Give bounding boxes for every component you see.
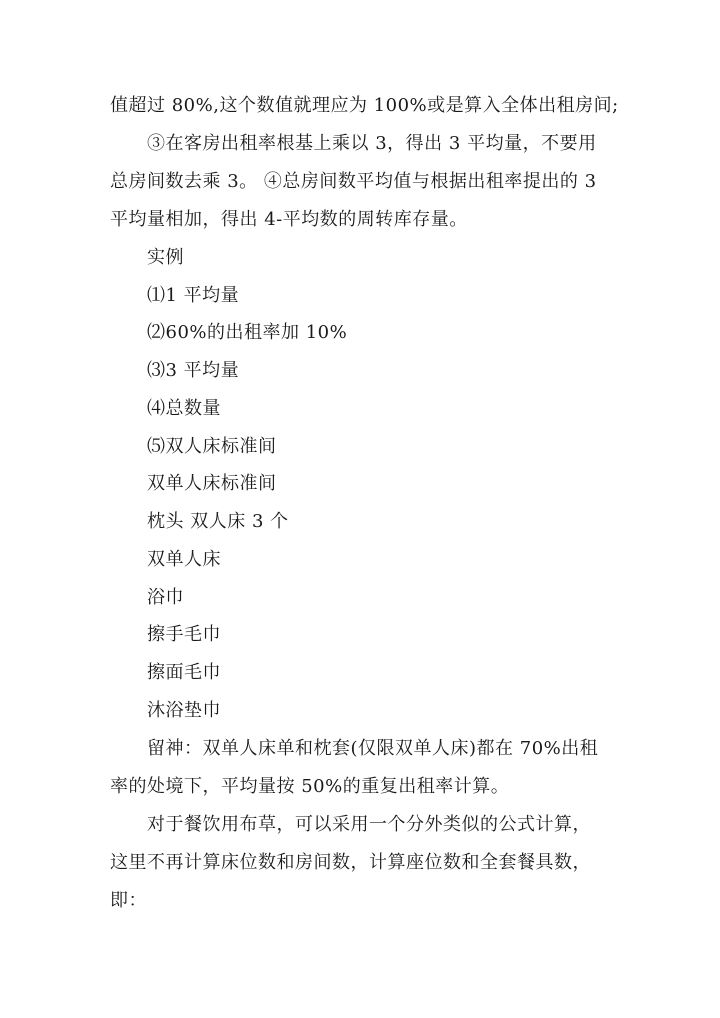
text-line: 总房间数去乘 3。 ④总房间数平均值与根据出租率提出的 3 bbox=[110, 171, 597, 192]
text-line: 率的处境下，平均量按 50%的重复出租率计算。 bbox=[110, 776, 510, 797]
list-item: 枕头 双人床 3 个 bbox=[147, 511, 289, 532]
list-item: ⑷总数量 bbox=[147, 398, 221, 419]
list-item: ⑴1 平均量 bbox=[147, 285, 240, 306]
list-item: 双单人床标准间 bbox=[147, 473, 277, 494]
list-item: 擦手毛巾 bbox=[147, 624, 221, 645]
text-line: ③在客房出租率根基上乘以 3，得出 3 平均量，不要用 bbox=[147, 133, 597, 154]
text-line: 这里不再计算床位数和房间数，计算座位数和全套餐具数， bbox=[110, 852, 591, 873]
text-line: 值超过 80%,这个数值就理应为 100%或是算入全体出租房间; bbox=[110, 95, 619, 116]
text-line: 对于餐饮用布草，可以采用一个分外类似的公式计算， bbox=[147, 814, 591, 835]
text-line: 留神：双单人床单和枕套(仅限双单人床)都在 70%出租 bbox=[147, 738, 599, 759]
list-item: 擦面毛巾 bbox=[147, 662, 221, 683]
text-line: 实例 bbox=[147, 247, 184, 268]
text-line: 平均量相加，得出 4-平均数的周转库存量。 bbox=[110, 209, 468, 230]
list-item: ⑶3 平均量 bbox=[147, 360, 240, 381]
text-line: 即： bbox=[110, 890, 147, 911]
list-item: 浴巾 bbox=[147, 587, 184, 608]
list-item: 双单人床 bbox=[147, 549, 221, 570]
list-item: 沐浴垫巾 bbox=[147, 700, 221, 721]
list-item: ⑸双人床标准间 bbox=[147, 436, 277, 457]
list-item: ⑵60%的出租率加 10% bbox=[147, 322, 348, 343]
